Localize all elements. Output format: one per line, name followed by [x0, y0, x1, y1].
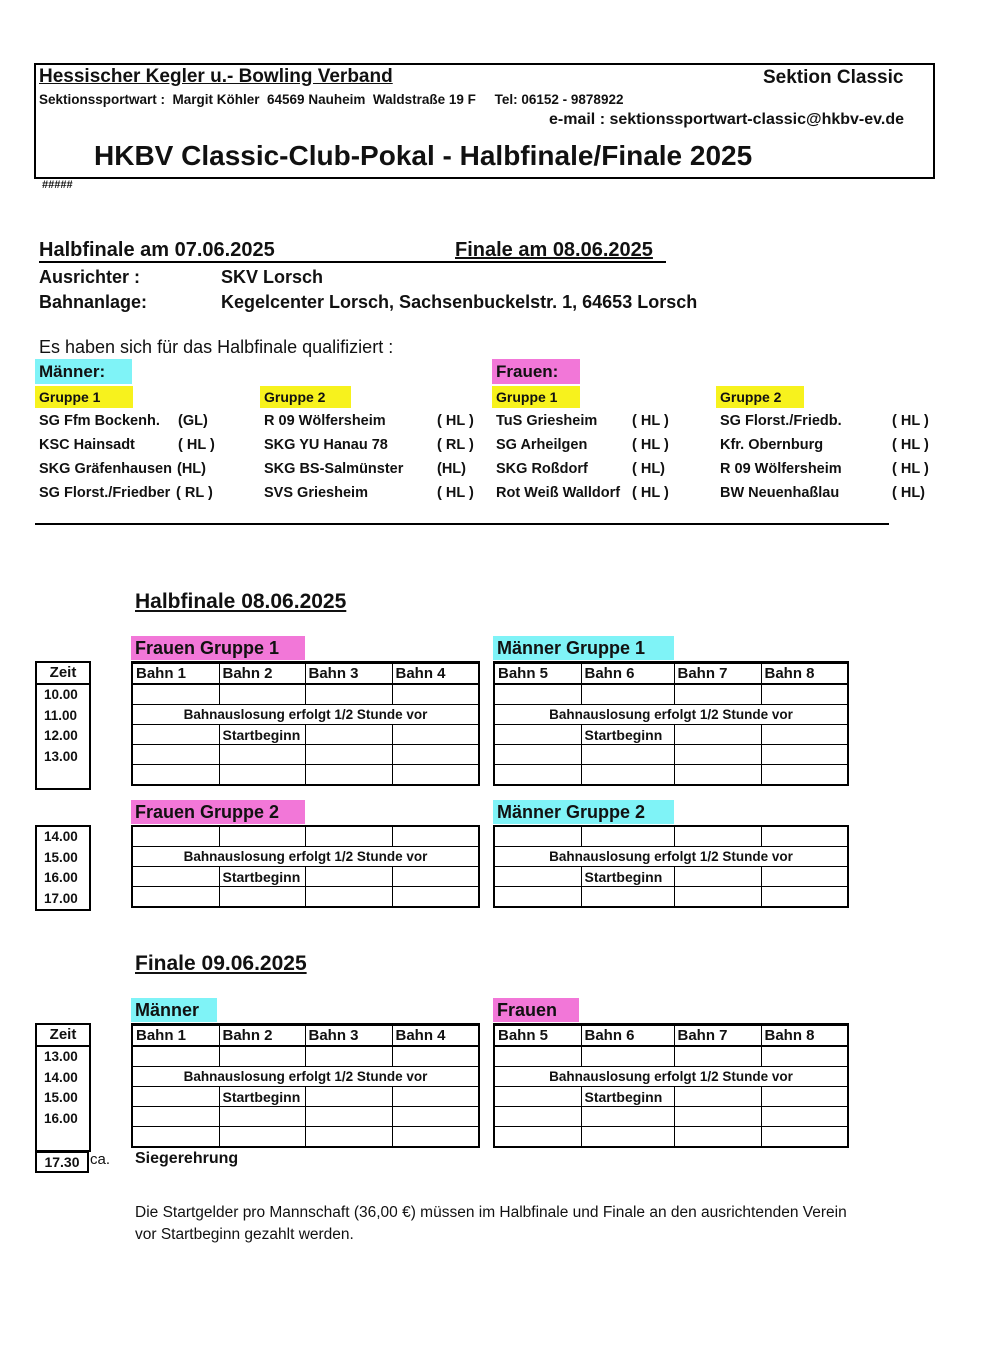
time-value: 16.00 — [44, 870, 78, 885]
time-column — [35, 661, 91, 790]
startbeginn-note: Startbeginn — [581, 867, 674, 887]
team-name: KSC Hainsadt — [39, 437, 135, 453]
auslosung-note: Bahnauslosung erfolgt 1/2 Stunde vor — [494, 1067, 848, 1087]
lane-header: Bahn 7 — [674, 663, 761, 685]
startbeginn-note: Startbeginn — [581, 725, 674, 745]
qualified-text: Es haben sich für das Halbfinale qualifiziert : — [39, 337, 394, 357]
auslosung-note: Bahnauslosung erfolgt 1/2 Stunde vor — [132, 847, 479, 867]
team-name: SG Florst./Friedber — [39, 485, 171, 501]
section-name: Sektion Classic — [763, 67, 904, 88]
time-value: 13.00 — [44, 748, 78, 764]
time-value: 13.00 — [44, 1049, 78, 1064]
finale-title: Finale 09.06.2025 — [135, 952, 307, 975]
team-name: Kfr. Obernburg — [720, 437, 824, 453]
hash-marks: ##### — [42, 179, 73, 191]
time-column — [35, 1023, 91, 1152]
team-league: ( HL ) — [632, 485, 669, 501]
team-league: (HL) — [177, 461, 206, 477]
team-league: ( HL) — [632, 461, 666, 477]
team-name: R 09 Wölfersheim — [264, 413, 386, 429]
time-column — [35, 825, 91, 911]
frauen-label: Frauen: — [492, 359, 580, 384]
finale-maenner-label: Männer — [131, 998, 217, 1022]
zeit-header: Zeit — [37, 663, 89, 685]
date-underline — [39, 261, 666, 263]
team-name: SKG Gräfenhausen — [39, 461, 172, 477]
lane-header: Bahn 6 — [581, 1025, 674, 1047]
finale-frauen-label: Frauen — [493, 998, 579, 1022]
team-league: ( HL ) — [437, 413, 474, 429]
team-league: (GL) — [178, 413, 208, 429]
group-label: Gruppe 2 — [260, 386, 351, 408]
team-league: ( HL ) — [178, 437, 215, 453]
auslosung-note: Bahnauslosung erfolgt 1/2 Stunde vor — [132, 705, 479, 725]
team-league: ( HL ) — [437, 485, 474, 501]
team-league: ( HL) — [892, 485, 926, 501]
team-league: ( HL ) — [632, 413, 669, 429]
lane-header: Bahn 5 — [494, 1025, 581, 1047]
team-league: ( HL ) — [632, 437, 669, 453]
team-name: SKG YU Hanau 78 — [264, 437, 388, 453]
team-league: ( HL ) — [892, 413, 929, 429]
lane-header: Bahn 4 — [392, 663, 479, 685]
group-label: Gruppe 1 — [35, 386, 133, 408]
maenner-gruppe-1-label: Männer Gruppe 1 — [493, 636, 674, 660]
lane-header: Bahn 7 — [674, 1025, 761, 1047]
team-name: R 09 Wölfersheim — [720, 461, 842, 477]
team-league: ( HL ) — [892, 461, 929, 477]
time-value: 12.00 — [44, 728, 78, 743]
team-league: (HL) — [437, 461, 466, 477]
maenner-label: Männer: — [35, 359, 132, 384]
time-value: 11.00 — [44, 707, 78, 723]
frauen-gruppe-2-label: Frauen Gruppe 2 — [131, 800, 305, 824]
lane-table — [493, 1023, 849, 1148]
team-league: ( RL ) — [176, 485, 213, 501]
team-name: SVS Griesheim — [264, 485, 368, 501]
lane-header: Bahn 6 — [581, 663, 674, 685]
footer-line-1: Die Startgelder pro Mannschaft (36,00 €) müssen im Halbfinale und Finale an den ausrichtenden Verein — [135, 1204, 847, 1221]
auslosung-note: Bahnauslosung erfolgt 1/2 Stunde vor — [494, 847, 848, 867]
auslosung-note: Bahnauslosung erfolgt 1/2 Stunde vor — [494, 705, 848, 725]
siegerehrung-label: Siegerehrung — [135, 1150, 239, 1167]
lane-table — [493, 661, 849, 786]
ausrichter-value: SKV Lorsch — [221, 267, 324, 287]
lane-header: Bahn 1 — [132, 663, 219, 685]
contact-line: Sektionssportwart : Margit Köhler 64569 Nauheim Waldstraße 19 F Tel: 06152 - 9878922 — [39, 92, 624, 107]
lane-header: Bahn 5 — [494, 663, 581, 685]
lane-header: Bahn 2 — [219, 663, 305, 685]
lane-header: Bahn 8 — [761, 1025, 848, 1047]
startbeginn-note: Startbeginn — [581, 1087, 674, 1107]
siegerehrung-ca: ca. — [90, 1151, 111, 1168]
lane-header: Bahn 4 — [392, 1025, 479, 1047]
footer-line-2: vor Startbeginn gezahlt werden. — [135, 1226, 354, 1243]
startbeginn-note: Startbeginn — [219, 1087, 305, 1107]
halbfinale-title: Halbfinale 08.06.2025 — [135, 590, 347, 613]
startbeginn-note: Startbeginn — [219, 725, 305, 745]
page-title: HKBV Classic-Club-Pokal - Halbfinale/Finale 2025 — [94, 140, 753, 171]
team-name: BW Neuenhaßlau — [720, 485, 840, 501]
maenner-gruppe-2-label: Männer Gruppe 2 — [493, 800, 674, 824]
auslosung-note: Bahnauslosung erfolgt 1/2 Stunde vor — [132, 1067, 479, 1087]
lane-table — [493, 825, 849, 908]
time-value: 15.00 — [44, 1090, 78, 1105]
time-value: 16.00 — [44, 1110, 78, 1126]
team-name: SG Ffm Bockenh. — [39, 413, 160, 429]
team-name: SKG BS-Salmünster — [264, 461, 404, 477]
startbeginn-note: Startbeginn — [219, 867, 305, 887]
frauen-gruppe-1-label: Frauen Gruppe 1 — [131, 636, 305, 660]
team-name: SG Arheilgen — [496, 437, 588, 453]
bahnanlage-label: Bahnanlage: — [39, 292, 148, 312]
team-league: ( HL ) — [892, 437, 929, 453]
time-value: 14.00 — [44, 829, 78, 844]
lane-header: Bahn 8 — [761, 663, 848, 685]
halbfinale-date: Halbfinale am 07.06.2025 — [39, 239, 275, 261]
team-league: ( RL ) — [437, 437, 474, 453]
lane-table — [131, 1023, 480, 1148]
org-name: Hessischer Kegler u.- Bowling Verband — [39, 66, 393, 87]
team-name: SG Florst./Friedb. — [720, 413, 842, 429]
section-divider — [35, 523, 889, 525]
time-value: 14.00 — [44, 1069, 78, 1085]
bahnanlage-value: Kegelcenter Lorsch, Sachsenbuckelstr. 1, 64653 Lorsch — [221, 292, 698, 312]
zeit-header: Zeit — [37, 1025, 89, 1047]
email-line: e-mail : sektionssportwart-classic@hkbv-ev.de — [549, 111, 904, 128]
ausrichter-label: Ausrichter : — [39, 267, 141, 287]
time-value: 10.00 — [44, 687, 78, 702]
lane-header: Bahn 1 — [132, 1025, 219, 1047]
lane-header: Bahn 2 — [219, 1025, 305, 1047]
time-value: 15.00 — [44, 849, 78, 865]
lane-header: Bahn 3 — [305, 1025, 392, 1047]
team-name: TuS Griesheim — [496, 413, 598, 429]
siegerehrung-time: 17.30 — [35, 1151, 89, 1173]
group-label: Gruppe 2 — [716, 386, 804, 408]
lane-table — [131, 825, 480, 908]
group-label: Gruppe 1 — [492, 386, 580, 408]
finale-date: Finale am 08.06.2025 — [455, 239, 653, 261]
team-name: Rot Weiß Walldorf — [496, 485, 621, 501]
time-value: 17.00 — [44, 890, 78, 906]
lane-header: Bahn 3 — [305, 663, 392, 685]
team-name: SKG Roßdorf — [496, 461, 588, 477]
lane-table — [131, 661, 480, 786]
